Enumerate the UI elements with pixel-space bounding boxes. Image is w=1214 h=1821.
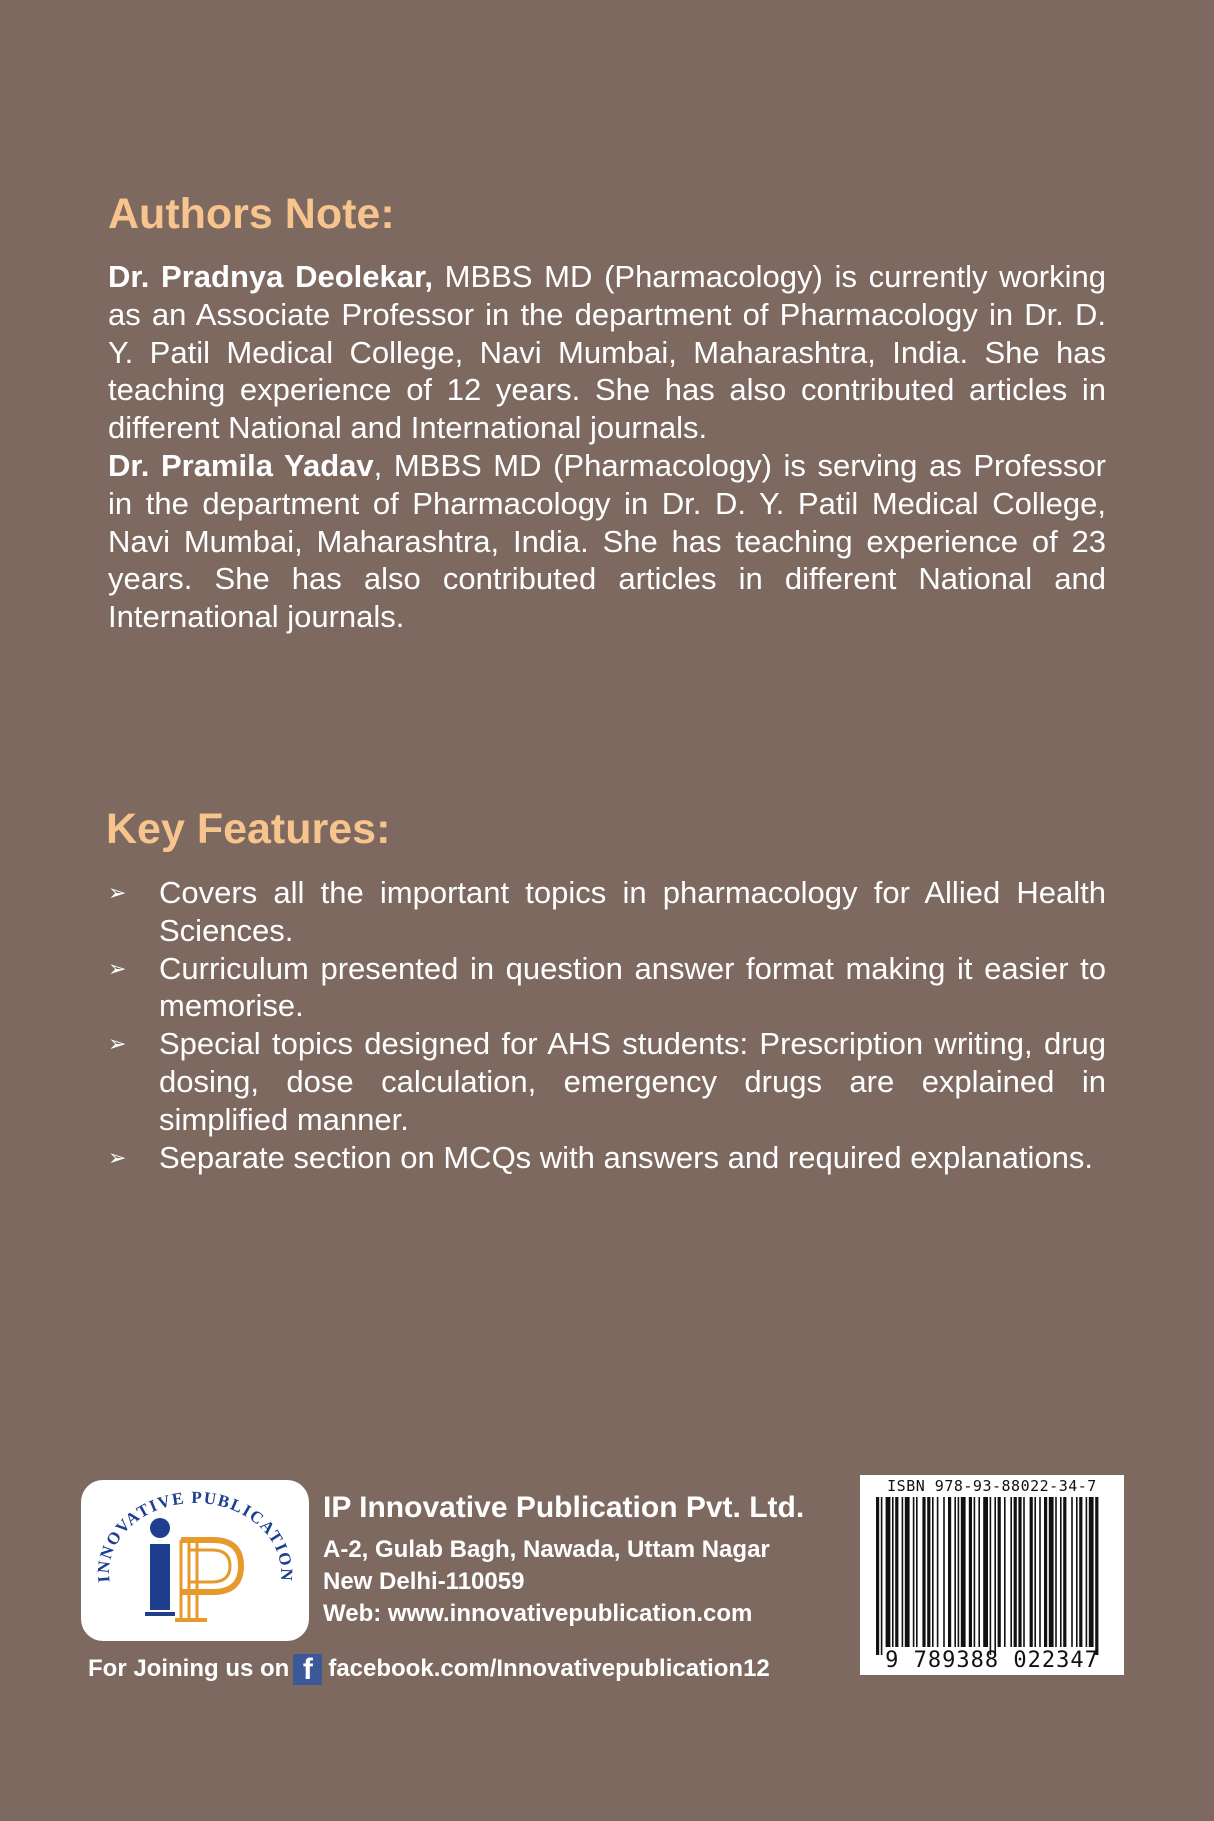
barcode-bar [922, 1497, 925, 1647]
barcode-bar [886, 1497, 891, 1647]
author1-paragraph [108, 258, 1106, 447]
barcode-bar [1044, 1497, 1047, 1647]
barcode-bar [948, 1497, 951, 1647]
barcode-bars [860, 1475, 1124, 1675]
barcode-bar [1086, 1497, 1088, 1647]
barcode-bar [974, 1497, 976, 1647]
publisher-website[interactable]: Web: www.innovativepublication.com [323, 1600, 753, 1627]
arrow-bullet-icon: ➢ [108, 1031, 127, 1057]
feature-item [108, 1025, 1106, 1138]
barcode-bar [1076, 1497, 1078, 1647]
arrow-bullet-icon: ➢ [108, 880, 127, 905]
barcode-bar [1023, 1497, 1025, 1647]
svg-text:INNOVATIVE PUBLICATION [94, 1488, 297, 1583]
logo-arc-text: INNOVATIVE PUBLICATION [93, 1487, 297, 1584]
isbn-barcode [860, 1475, 1124, 1675]
barcode-bar [892, 1497, 894, 1647]
barcode-bar [1060, 1497, 1062, 1647]
barcode-bar [881, 1497, 883, 1655]
authors-note-body [108, 258, 1106, 636]
barcode-digits: 9 789388 022347 [885, 1648, 1099, 1673]
publisher-address-line1: A-2, Gulab Bagh, Nawada, Uttam Nagar [323, 1536, 770, 1563]
barcode-bar [961, 1497, 966, 1647]
barcode-bar [1055, 1497, 1057, 1647]
key-features-list [108, 874, 1106, 1176]
feature-item [108, 874, 1106, 950]
isbn-label: ISBN 978-93-88022-34-7 [887, 1477, 1097, 1495]
barcode-bar [978, 1497, 980, 1647]
barcode-bar [1049, 1497, 1054, 1647]
barcode-bar [1010, 1497, 1012, 1647]
barcode-bar [998, 1497, 1001, 1647]
facebook-row [88, 1652, 770, 1686]
facebook-icon[interactable]: f [293, 1654, 322, 1685]
barcode-bar [905, 1497, 910, 1647]
barcode-bar [1014, 1497, 1017, 1647]
barcode-bar [994, 1497, 996, 1655]
barcode-bar [927, 1497, 930, 1647]
barcode-bar [943, 1497, 945, 1647]
barcode-bar [1071, 1497, 1073, 1647]
barcode-bar [983, 1497, 988, 1647]
barcode-bar [958, 1497, 960, 1647]
key-features-heading: Key Features: [106, 805, 391, 853]
social-prefix: For Joining us on [88, 1655, 290, 1682]
barcode-bar [1095, 1497, 1098, 1655]
barcode-bar [895, 1497, 898, 1647]
feature-text: Separate section on MCQs with answers and required explanations. [159, 1139, 1093, 1175]
author1-bio: MBBS MD (Pharmacology) is currently working as an Associate Professor in the department of Pharmacology in Dr. D. Y. Patil Medical College, Navi Mumbai, Maharashtra, India. She has teaching experience of 12 years. She has also contributed articles in different National and International journals. [108, 259, 1107, 446]
author2-paragraph [108, 447, 1106, 636]
barcode-bar [990, 1497, 992, 1655]
barcode-bar [876, 1497, 879, 1655]
barcode-bar [954, 1497, 956, 1647]
barcode-bar [902, 1497, 904, 1647]
barcode-bar [1063, 1497, 1066, 1647]
barcode-bar [1089, 1497, 1094, 1647]
barcode-bar [1004, 1497, 1006, 1647]
barcode-bar [937, 1497, 939, 1647]
publisher-address-line2: New Delhi-110059 [323, 1568, 525, 1595]
barcode-bar [1079, 1497, 1082, 1647]
barcode-bar [932, 1497, 934, 1647]
barcode-bar [1030, 1497, 1033, 1647]
publisher-logo [81, 1480, 309, 1641]
publisher-logo-icon [81, 1480, 309, 1641]
barcode-bar [913, 1497, 915, 1647]
barcode-bar [1018, 1497, 1021, 1647]
barcode-bar [969, 1497, 972, 1647]
author2-bio: , MBBS MD (Pharmacology) is serving as Professor in the department of Pharmacology in Dr. D. Y. Patil Medical College, Navi Mumbai, Maharashtra, India. She has teaching experience of 23 years. She has also contributed articles in different National and International journals. [108, 447, 1106, 635]
feature-item [108, 950, 1106, 1026]
barcode-bar [916, 1497, 918, 1647]
publisher-info [323, 1488, 804, 1630]
feature-text: Special topics designed for AHS students: Prescription writing, drug dosing, dose calculation, emergency drugs are explained in simplified manner. [159, 1026, 1106, 1137]
barcode-bar [1034, 1497, 1036, 1647]
barcode-bar [1039, 1497, 1041, 1647]
arrow-bullet-icon: ➢ [108, 955, 127, 981]
authors-note-heading: Authors Note: [108, 190, 395, 238]
author2-name: Dr. Pramila Yadav [108, 447, 374, 483]
arrow-bullet-icon: ➢ [108, 1144, 127, 1170]
feature-text: Curriculum presented in question answer format making it easier to memorise. [159, 950, 1106, 1024]
facebook-url[interactable]: facebook.com/Innovativepublication12 [328, 1655, 770, 1682]
author1-name: Dr. Pradnya Deolekar, [108, 259, 433, 294]
feature-text: Covers all the important topics in pharmacology for Allied Health Sciences. [159, 875, 1106, 948]
publisher-name: IP Innovative Publication Pvt. Ltd. [323, 1491, 805, 1524]
feature-item [108, 1139, 1106, 1177]
